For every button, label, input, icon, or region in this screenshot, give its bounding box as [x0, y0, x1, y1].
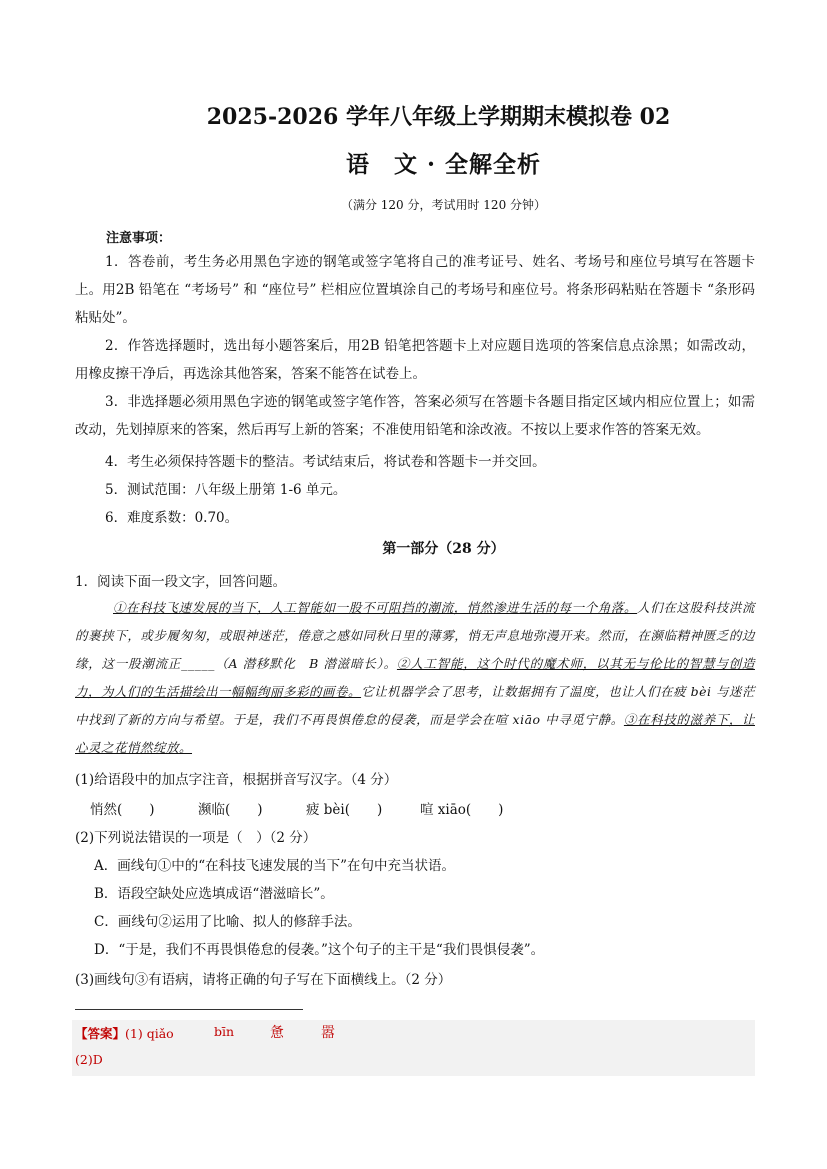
option-d: D．“于是，我们不再畏惧倦怠的侵袭。”这个句子的主干是“我们畏惧侵袭”。 [94, 942, 545, 958]
question-1-stem: 1．阅读下面一段文字，回答问题。 [75, 574, 287, 590]
answer-item: (1) qiǎo [125, 1026, 174, 1041]
notice-heading: 注意事项： [106, 231, 172, 246]
notice-item-2: 2．作答选择题时，选出每小题答案后，用2B 铅笔把答题卡上对应题目选项的答案信息点涂黑；如需改动，用橡皮擦干净后，再选涂其他答案，答案不能答在试卷上。 [75, 338, 755, 382]
page-subtitle: 语 文 · 全解全析 [345, 151, 542, 178]
answer-line-1 [75, 1024, 174, 1042]
passage-text-2: 它让机器学会了思考，让数据拥有了温度，也让人们在疲 bèi 与迷茫中找到了新的方向与希望。于是，我们不再畏惧倦怠的侵袭，而是学会在喧 xiāo 中寻觅宁静。 [75, 684, 755, 727]
answer-label: 【答案】 [75, 1026, 126, 1041]
sub-question-3: (3)画线句③有语病，请将正确的句子写在下面横线上。（2 分） [75, 972, 452, 988]
section-title: 第一部分（28 分） [382, 541, 505, 557]
underlined-sentence-1: ①在科技飞速发展的当下，人工智能如一股不可阻挡的潮流，悄然渗进生活的每一个角落。 [113, 600, 638, 615]
score-info: （满分 120 分，考试用时 120 分钟） [340, 198, 547, 212]
pinyin-item: 悄然( ) [90, 802, 155, 818]
answer-item: 嚣 [321, 1025, 335, 1041]
option-a: A．画线句①中的“在科技飞速发展的当下”在句中充当状语。 [94, 858, 456, 874]
pinyin-item: 疲 bèi( ) [306, 802, 383, 818]
sub-question-1: (1)给语段中的加点字注音，根据拼音写汉字。（4 分） [75, 772, 398, 788]
passage-text-1: 人们在这股科技洪流的裹挟下，或步履匆匆，或眼神迷茫，倦意之感如同秋日里的薄雾，悄无声息地弥漫开来。然而，在濒临精神匮乏的边缘，这一股潮流正_____（A 潜移默化 B 潜滋暗长）。 [75, 600, 755, 671]
underlined-sentence-3: ③在科技的滋养下，让心灵之花悄然绽放。 [75, 712, 755, 755]
answer-box [72, 1020, 755, 1076]
reading-passage [75, 594, 755, 762]
answer-line [75, 1009, 303, 1010]
notice-item-4: 4．考生必须保持答题卡的整洁。考试结束后，将试卷和答题卡一并交回。 [105, 454, 546, 470]
pinyin-item: 喧 xiāo( ) [420, 802, 504, 818]
notice-item-5: 5．测试范围：八年级上册第 1-6 单元。 [105, 482, 347, 498]
pinyin-item: 濒临( ) [198, 802, 263, 818]
notice-item-3: 3．非选择题必须用黑色字迹的钢笔或签字笔作答，答案必须写在答题卡各题目指定区域内相应位置上；如需改动，先划掉原来的答案，然后再写上新的答案；不准使用铅笔和涂改液。不按以上要求作答的答案无效。 [75, 394, 755, 438]
answer-line-2: (2)D [75, 1052, 103, 1067]
notice-item-1: 1．答卷前，考生务必用黑色字迹的钢笔或签字笔将自己的准考证号、姓名、考场号和座位号填写在答题卡上。用2B 铅笔在 “考场号” 和 “座位号” 栏相应位置填涂自己的考场号和座位号。将条形码粘贴在答题卡 “条形码粘贴处”。 [75, 254, 755, 326]
answer-item: bīn [214, 1024, 235, 1039]
sub-question-2: (2)下列说法错误的一项是（ ）（2 分） [75, 830, 317, 846]
option-c: C．画线句②运用了比喻、拟人的修辞手法。 [94, 914, 361, 930]
answer-item: 惫 [270, 1025, 284, 1041]
underlined-sentence-2: ②人工智能，这个时代的魔术师，以其无与伦比的智慧与创造力，为人们的生活描绘出一幅幅绚丽多彩的画卷。 [75, 656, 755, 699]
notice-item-6: 6．难度系数：0.70。 [105, 510, 239, 526]
option-b: B．语段空缺处应选填成语“潜滋暗长”。 [94, 886, 334, 902]
page-title: 2025-2026 学年八年级上学期期末模拟卷 02 [206, 104, 671, 130]
